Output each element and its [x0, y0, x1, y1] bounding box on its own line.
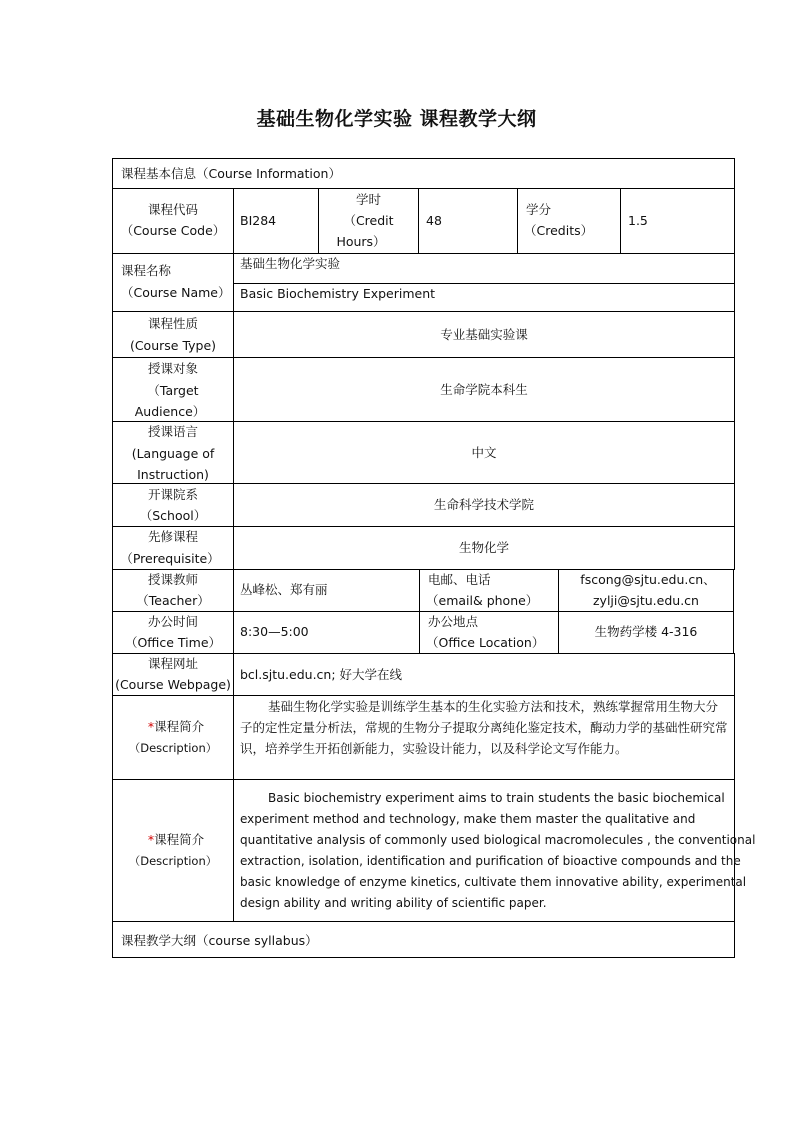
school-value: 生命科学技术学院 — [433, 497, 534, 512]
course-name-label-cn: 课程名称 — [121, 263, 172, 278]
webpage-label-en: (Course Webpage) — [115, 677, 231, 692]
contact-email-2: zylji@sjtu.edu.cn — [593, 593, 699, 608]
office-location-label-en: （Office Location） — [426, 635, 545, 650]
description-en-line-6: design ability and writing ability of scientific paper. — [240, 896, 547, 910]
course-type-label-en: (Course Type) — [129, 338, 217, 353]
course-name-label-en: （Course Name） — [121, 285, 231, 300]
credits-value: 1.5 — [628, 213, 648, 228]
office-time-value: 8:30—5:00 — [240, 624, 309, 639]
description-en-label-en: （Description） — [128, 854, 218, 868]
contact-label-en: （email& phone） — [426, 593, 539, 608]
prerequisite-value: 生物化学 — [458, 540, 509, 555]
required-star: * — [147, 719, 155, 734]
language-label-en1: (Language of — [131, 446, 215, 461]
required-star: * — [147, 832, 155, 847]
contact-email-1: fscong@sjtu.edu.cn、 — [580, 572, 716, 587]
target-label-en2: Audience） — [134, 404, 206, 419]
page-title: 基础生物化学实验 课程教学大纲 — [256, 108, 537, 130]
office-time-label-en: （Office Time） — [124, 635, 222, 650]
course-code-label-cn: 课程代码 — [147, 202, 198, 217]
language-value: 中文 — [471, 445, 497, 460]
teacher-value: 丛峰松、郑有丽 — [240, 582, 328, 597]
office-location-value: 生物药学楼 4-316 — [594, 624, 698, 639]
prerequisite-label-cn: 先修课程 — [147, 529, 198, 544]
description-en-label — [112, 829, 240, 850]
contact-label-cn: 电邮、电话 — [428, 572, 491, 587]
language-label-cn: 授课语言 — [147, 424, 198, 439]
course-type-value: 专业基础实验课 — [440, 327, 528, 342]
description-en-label-cn: 课程简介 — [154, 832, 205, 847]
section-header: 课程基本信息（Course Information） — [121, 166, 341, 181]
description-en-line-2: experiment method and technology, make them master the qualitative and — [240, 812, 696, 826]
credit-hours-label-en2: Hours） — [336, 234, 386, 249]
description-en-line-3: quantitative analysis of commonly used biological macromolecules , the conventional — [240, 833, 756, 847]
description-cn-label-cn: 课程简介 — [154, 719, 205, 734]
credit-hours-value: 48 — [426, 213, 442, 228]
target-label-cn: 授课对象 — [147, 361, 198, 376]
webpage-value: bcl.sjtu.edu.cn; 好大学在线 — [240, 667, 403, 682]
credits-label-en: （Credits） — [524, 223, 594, 238]
target-value: 生命学院本科生 — [440, 382, 528, 397]
webpage-label-cn: 课程网址 — [147, 656, 198, 671]
description-cn-text: 基础生物化学实验是训练学生基本的生化实验方法和技术，熟练掌握常用生物大分子的定性定量分析法，常规的生物分子提取分离纯化鉴定技术，酶动力学的基础性研究常识，培养学生开拓创新能力，实验设计能力，以及科学论文写作能力。 — [240, 699, 728, 756]
course-code-value: BI284 — [240, 213, 277, 228]
description-en-line-5: basic knowledge of enzyme kinetics, cultivate them innovative ability, experimental — [240, 875, 747, 889]
prerequisite-label-en: （Prerequisite） — [120, 551, 220, 566]
office-time-label-cn: 办公时间 — [147, 614, 198, 629]
description-en-line-4: extraction, isolation, identification and purification of bioactive compounds and the — [240, 854, 741, 868]
credits-label-cn: 学分 — [526, 202, 552, 217]
credit-hours-label-cn: 学时 — [355, 192, 381, 207]
course-code-label-en: （Course Code） — [120, 223, 226, 238]
teacher-label-cn: 授课教师 — [147, 572, 198, 587]
course-name-value-cn: 基础生物化学实验 — [240, 256, 341, 271]
course-type-label-cn: 课程性质 — [147, 316, 198, 331]
course-name-value-en: Basic Biochemistry Experiment — [240, 286, 436, 301]
language-label-en2: Instruction) — [137, 467, 209, 482]
syllabus-header: 课程教学大纲（course syllabus） — [121, 933, 318, 948]
description-cn-label-en: （Description） — [128, 741, 218, 755]
office-location-label-cn: 办公地点 — [428, 614, 479, 629]
school-label-cn: 开课院系 — [147, 487, 198, 502]
school-label-en: （School） — [139, 508, 207, 523]
credit-hours-label-en1: （Credit — [343, 213, 394, 228]
teacher-label-en: （Teacher） — [136, 593, 210, 608]
target-label-en1: （Target — [147, 383, 199, 398]
description-en-line-1: Basic biochemistry experiment aims to train students the basic biochemical — [268, 791, 725, 805]
description-cn-label — [112, 716, 240, 737]
